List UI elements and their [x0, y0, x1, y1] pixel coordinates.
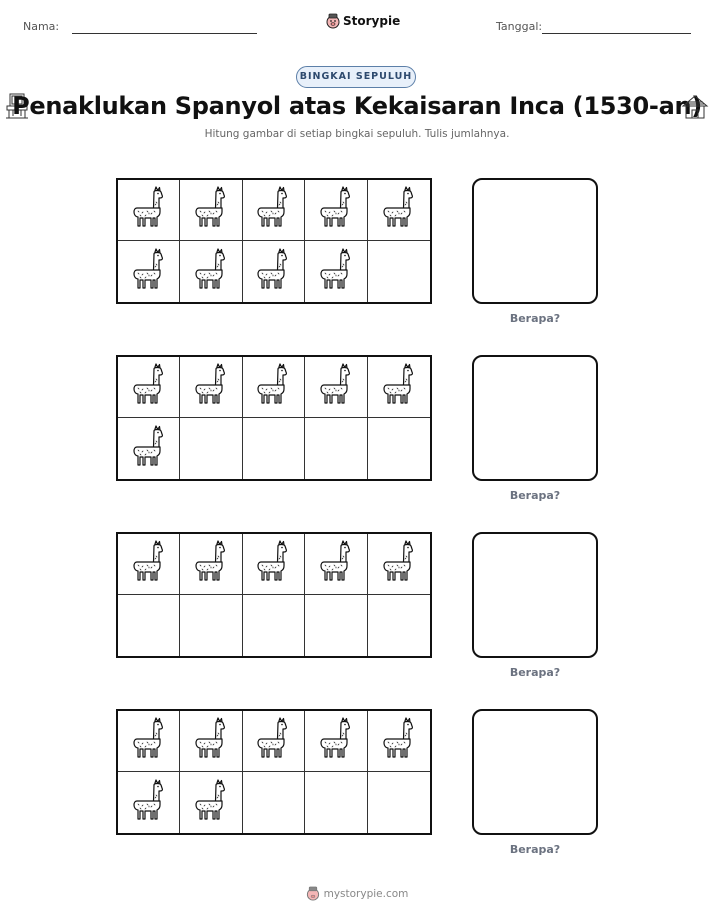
ten-frame-cell: [243, 534, 305, 595]
ten-frame-cell: [180, 772, 242, 833]
brand-logo: [326, 13, 400, 29]
pig-mascot-icon: [306, 886, 320, 901]
llama-icon: [379, 540, 419, 588]
ten-frame-cell: [243, 711, 305, 772]
llama-icon: [191, 363, 231, 411]
ten-frame-cell: [305, 711, 367, 772]
ten-frame-cell: [180, 241, 242, 302]
llama-icon: [253, 363, 293, 411]
ten-frame-cell: [368, 357, 430, 418]
ten-frame-4: [116, 709, 432, 835]
ten-frame-cell: [243, 357, 305, 418]
brand-name: Storypie: [343, 14, 401, 28]
llama-icon: [129, 425, 169, 473]
llama-icon: [316, 363, 356, 411]
llama-icon: [316, 248, 356, 296]
ten-frame-cell: [243, 418, 305, 479]
ten-frame-cell: [180, 357, 242, 418]
ten-frame-2: [116, 355, 432, 481]
llama-icon: [129, 363, 169, 411]
llama-icon: [379, 363, 419, 411]
llama-icon: [191, 248, 231, 296]
ten-frame-cell: [180, 418, 242, 479]
llama-icon: [316, 186, 356, 234]
ten-frame-cell: [243, 241, 305, 302]
llama-icon: [379, 186, 419, 234]
ten-frame-cell: [305, 241, 367, 302]
footer: [0, 886, 714, 901]
ten-frame-cell: [118, 772, 180, 833]
answer-label: Berapa?: [509, 489, 561, 502]
pig-mascot-icon: [326, 13, 340, 29]
name-label: Nama:: [23, 20, 60, 33]
llama-icon: [379, 717, 419, 765]
answer-box-4[interactable]: [472, 709, 598, 835]
ten-frame-cell: [180, 180, 242, 241]
llama-icon: [191, 717, 231, 765]
ten-frame-cell: [180, 711, 242, 772]
ten-frame-cell: [243, 595, 305, 656]
page-title: Penaklukan Spanyol atas Kekaisaran Inca (1530-an): [12, 92, 702, 120]
ten-frame-cell: [368, 241, 430, 302]
llama-icon: [316, 540, 356, 588]
ten-frame-cell: [118, 534, 180, 595]
llama-icon: [129, 540, 169, 588]
answer-box-2[interactable]: [472, 355, 598, 481]
answer-label: Berapa?: [509, 312, 561, 325]
ten-frame-3: [116, 532, 432, 658]
ten-frame-cell: [118, 595, 180, 656]
ten-frame-cell: [243, 180, 305, 241]
llama-icon: [129, 717, 169, 765]
ten-frame-cell: [368, 418, 430, 479]
hut-icon: [681, 94, 709, 120]
ten-frame-cell: [118, 357, 180, 418]
ten-frame-cell: [368, 534, 430, 595]
llama-icon: [191, 779, 231, 827]
llama-icon: [253, 540, 293, 588]
ten-frame-cell: [305, 180, 367, 241]
llama-icon: [191, 186, 231, 234]
ten-frame-cell: [180, 534, 242, 595]
llama-icon: [129, 248, 169, 296]
ten-frame-cell: [118, 711, 180, 772]
date-label: Tanggal:: [496, 20, 543, 33]
llama-icon: [191, 540, 231, 588]
llama-icon: [253, 186, 293, 234]
ten-frame-cell: [118, 418, 180, 479]
category-badge: BINGKAI SEPULUH: [296, 66, 416, 88]
ten-frame-cell: [118, 180, 180, 241]
answer-label: Berapa?: [509, 666, 561, 679]
llama-icon: [129, 186, 169, 234]
ten-frame-cell: [118, 241, 180, 302]
worksheet-header: [0, 0, 714, 48]
answer-box-3[interactable]: [472, 532, 598, 658]
ten-frame-cell: [368, 595, 430, 656]
llama-icon: [316, 717, 356, 765]
ten-frame-cell: [305, 534, 367, 595]
ten-frame-cell: [243, 772, 305, 833]
footer-url: mystorypie.com: [323, 887, 409, 900]
llama-icon: [253, 248, 293, 296]
ten-frame-cell: [305, 595, 367, 656]
answer-label: Berapa?: [509, 843, 561, 856]
name-line[interactable]: [72, 33, 257, 34]
answer-box-1[interactable]: [472, 178, 598, 304]
date-line[interactable]: [542, 33, 691, 34]
llama-icon: [129, 779, 169, 827]
ten-frame-cell: [305, 418, 367, 479]
llama-icon: [253, 717, 293, 765]
ten-frame-cell: [180, 595, 242, 656]
ten-frame-cell: [305, 772, 367, 833]
ten-frame-1: [116, 178, 432, 304]
ten-frame-cell: [368, 772, 430, 833]
ten-frame-cell: [368, 711, 430, 772]
ten-frame-cell: [368, 180, 430, 241]
instructions: Hitung gambar di setiap bingkai sepuluh. Tulis jumlahnya.: [204, 128, 510, 140]
ten-frame-cell: [305, 357, 367, 418]
